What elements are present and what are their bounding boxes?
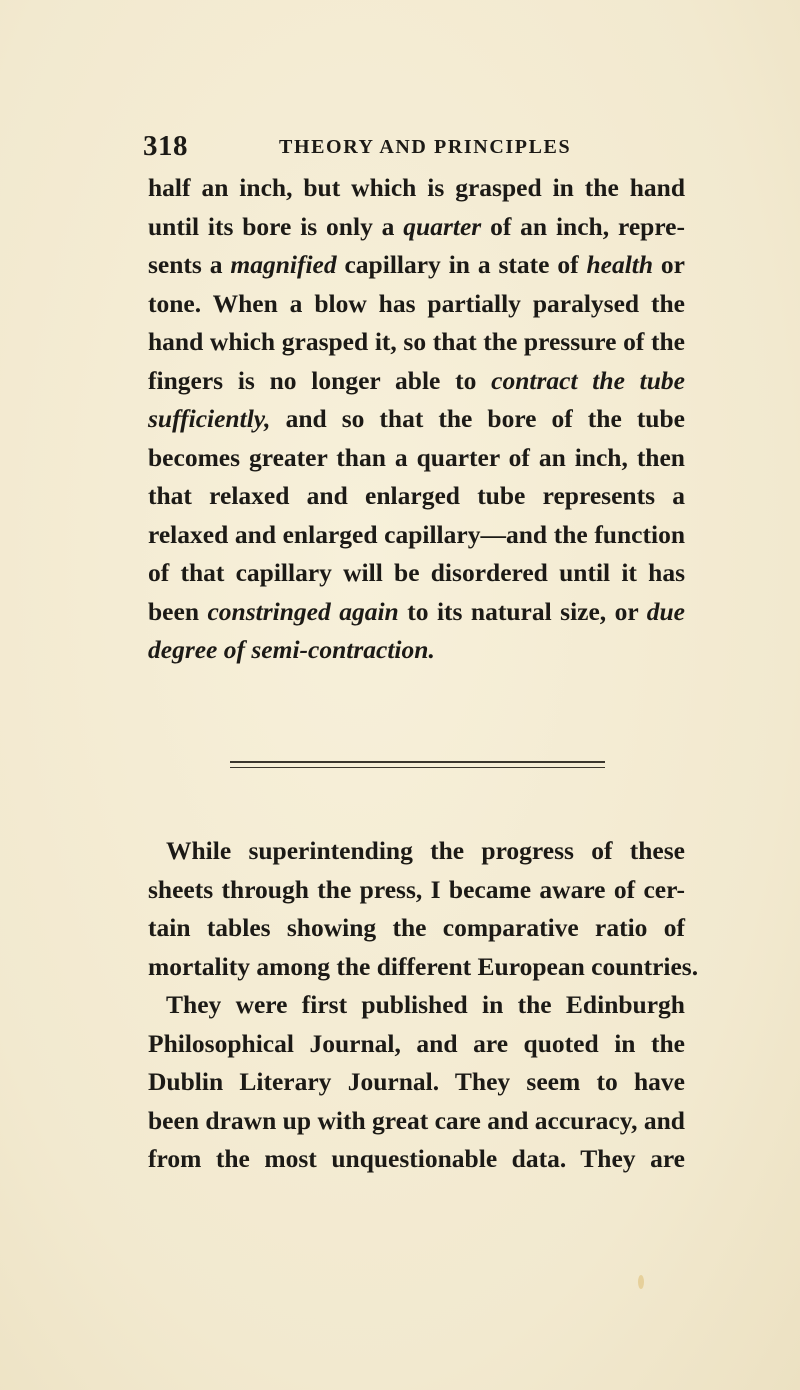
text-line [148,246,685,285]
text-line [148,477,685,516]
section-divider-rule [230,761,605,763]
text-line [148,593,685,632]
paragraph-mortality-tables [148,832,699,1179]
text-run: until its bore is only a [148,211,404,241]
text-run: Philosophical Journal, and are quoted in the [148,1028,685,1058]
text-line [148,439,685,478]
paper-stain [638,1275,644,1289]
text-line [148,948,699,987]
text-line [148,1025,685,1064]
text-line [148,832,685,871]
italic-text-run: constringed again [207,596,399,626]
text-line [148,1140,685,1179]
text-run: While superintending the progress of these [166,836,685,865]
text-run: sheets through the press, I became aware of cer- [148,874,685,904]
text-run: from the most unquestionable data. They are [148,1144,685,1173]
text-line [148,285,685,324]
italic-text-run: quarter [403,211,482,241]
text-run: and so that the bore of the tube [270,404,685,433]
text-run: of an inch, repre- [481,211,685,241]
page-header [143,130,683,170]
italic-text-run: health [586,250,654,279]
text-line [148,554,685,593]
text-line [148,1102,685,1141]
text-run: tain tables showing the comparative ratio of [148,913,685,942]
paragraph-capillary-analogy [148,169,685,670]
text-run: half an inch, but which is grasped in the hand [148,173,685,202]
text-run: relaxed and enlarged capillary—and the function [148,519,685,549]
text-line [148,986,685,1025]
text-run: been [148,596,208,626]
text-line [148,909,685,948]
page-number: 318 [143,130,188,162]
italic-text-run: contract the tube [491,365,685,395]
text-line [148,631,685,670]
text-run: to its natural size, or [398,596,647,626]
section-divider-rule-thin [230,767,605,768]
text-line [148,400,685,439]
text-line [148,323,685,362]
italic-text-run: sufficiently, [148,404,271,433]
text-run: that relaxed and enlarged tube represents a [148,481,685,510]
text-run: capillary in a state of [336,250,587,279]
text-run: They were first published in the Edinburgh [166,990,685,1019]
text-run: becomes greater than a quarter of an inch, then [148,442,685,472]
text-run: tone. When a blow has partially paralysed the [148,288,685,318]
text-line [148,516,685,555]
text-run: of that capillary will be disordered until it has [148,558,685,587]
text-line [148,208,685,247]
text-run: or [653,250,685,279]
text-line [148,1063,685,1102]
text-run: mortality among the different European countries. [148,951,699,981]
text-line [148,871,685,910]
text-line [148,362,685,401]
italic-text-run: due [646,596,685,626]
text-run: hand which grasped it, so that the pressure of the [148,327,685,356]
text-run: Dublin Literary Journal. They seem to have [148,1067,685,1096]
italic-text-run: degree of semi-contraction. [148,635,435,664]
text-run: been drawn up with great care and accuracy, and [148,1105,685,1135]
text-run: sents a [148,250,231,279]
running-head: THEORY AND PRINCIPLES [279,136,572,158]
text-run: fingers is no longer able to [148,365,492,395]
italic-text-run: magnified [230,250,337,279]
text-line [148,169,685,208]
